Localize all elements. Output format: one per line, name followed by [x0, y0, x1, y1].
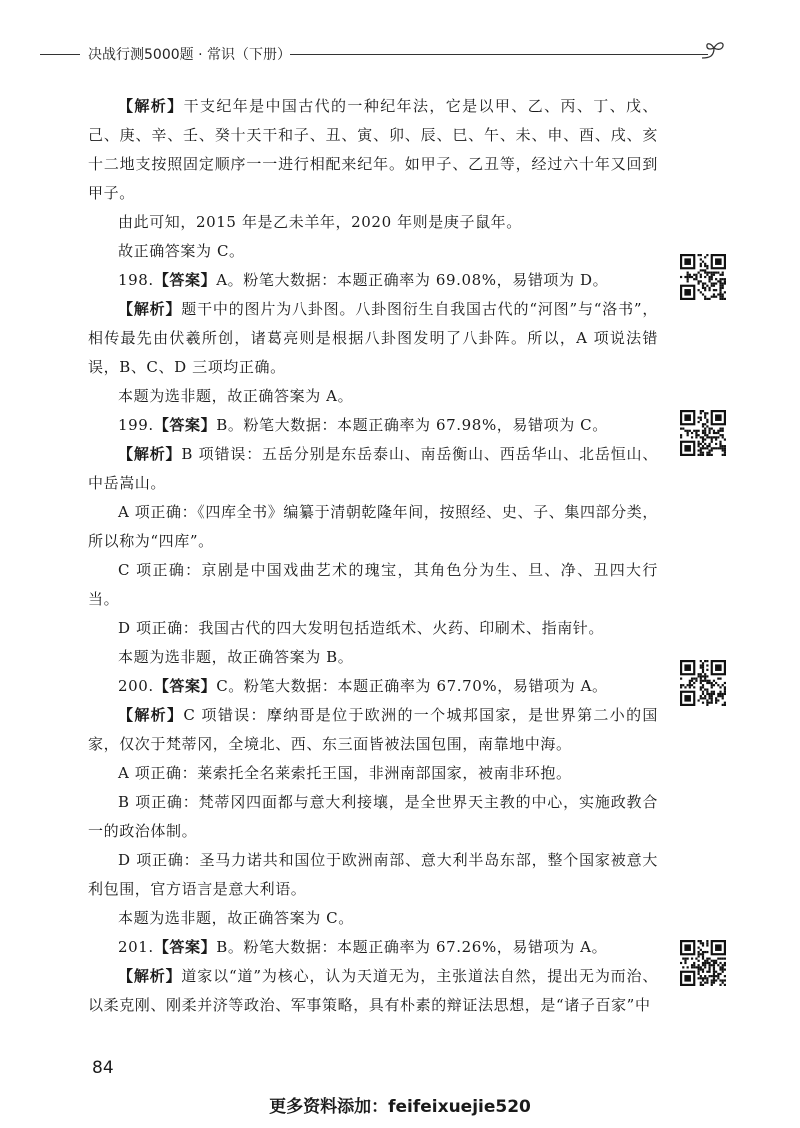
answer-label: 【答案】 — [153, 416, 217, 434]
analysis-label: 【解析】 — [118, 445, 182, 463]
paragraph-197-answer — [88, 237, 658, 266]
analysis-label: 【解析】 — [118, 97, 184, 115]
paragraph-199-option-c — [88, 556, 658, 614]
paragraph-text: A。粉笔大数据：本题正确率为 69.08%，易错项为 D。 — [216, 271, 609, 289]
paragraph-text: 题干中的图片为八卦图。八卦图衍生自我国古代的“河图”与“洛书”，相传最先由伏羲所创，诸葛亮则是根据八卦图发明了八卦阵。所以，A 项说法错误，B、C、D 三项均正确。 — [88, 300, 658, 376]
analysis-label: 【解析】 — [118, 967, 182, 985]
qr-code-198[interactable] — [680, 254, 726, 300]
answer-198 — [88, 266, 658, 295]
paragraph-199-option-a — [88, 498, 658, 556]
paragraph-text: 由此可知，2015 年是乙未羊年，2020 年则是庚子鼠年。 — [118, 213, 522, 231]
qr-code-200[interactable] — [680, 660, 726, 706]
question-number: 200. — [118, 677, 154, 695]
paragraph-text: 干支纪年是中国古代的一种纪年法，它是以甲、乙、丙、丁、戊、己、庚、辛、壬、癸十天干和子、丑、寅、卯、辰、巳、午、未、申、酉、戌、亥十二地支按照固定顺序一一进行相配来纪年。如甲子、乙丑等，经过六十年又回到甲子。 — [88, 97, 659, 202]
answer-199 — [88, 411, 658, 440]
paragraph-200-option-a — [88, 759, 658, 788]
question-number: 199. — [118, 416, 154, 434]
paragraph-text: B。粉笔大数据：本题正确率为 67.26%，易错项为 A。 — [216, 938, 608, 956]
paragraph-199-analysis — [88, 440, 658, 498]
paragraph-text: B 项错误：五岳分别是东岳泰山、南岳衡山、西岳华山、北岳恒山、中岳嵩山。 — [88, 445, 658, 492]
qr-code-199[interactable] — [680, 410, 726, 456]
paragraph-text: 本题为选非题，故正确答案为 C。 — [118, 909, 354, 927]
question-number: 198. — [118, 271, 154, 289]
analysis-label: 【解析】 — [118, 706, 184, 724]
paragraph-text: C 项正确：京剧是中国戏曲艺术的瑰宝，其角色分为生、旦、净、丑四大行当。 — [88, 561, 658, 608]
answer-200 — [88, 672, 658, 701]
paragraph-200-analysis — [88, 701, 658, 759]
header-rule-left — [40, 54, 80, 55]
paragraph-text: 本题为选非题，故正确答案为 A。 — [118, 387, 354, 405]
answer-label: 【答案】 — [153, 677, 217, 695]
paragraph-text: 本题为选非题，故正确答案为 B。 — [118, 648, 354, 666]
qr-code-201[interactable] — [680, 940, 726, 986]
analysis-label: 【解析】 — [118, 300, 182, 318]
paragraph-200-answer — [88, 904, 658, 933]
answer-201 — [88, 933, 658, 962]
footer-note: 更多资料添加：feifeixuejie520 — [269, 1097, 531, 1117]
paragraph-text: B。粉笔大数据：本题正确率为 67.98%，易错项为 C。 — [216, 416, 608, 434]
paragraph-199-option-d — [88, 614, 658, 643]
paragraph-198-answer — [88, 382, 658, 411]
paragraph-text: D 项正确：我国古代的四大发明包括造纸术、火药、印刷术、指南针。 — [118, 619, 604, 637]
paragraph-197-conclusion — [88, 208, 658, 237]
paragraph-text: A 项正确：《四库全书》编纂于清朝乾隆年间，按照经、史、子、集四部分类，所以称为“四库”。 — [88, 503, 658, 550]
page-number: 84 — [92, 1058, 114, 1078]
answer-explanations — [88, 92, 658, 1020]
paragraph-200-option-d — [88, 846, 658, 904]
paragraph-199-answer — [88, 643, 658, 672]
paragraph-197-analysis — [88, 92, 658, 208]
paragraph-200-option-b — [88, 788, 658, 846]
paragraph-201-analysis — [88, 962, 658, 1020]
answer-label: 【答案】 — [153, 271, 217, 289]
running-header — [0, 36, 800, 66]
paragraph-text: A 项正确：莱索托全名莱索托王国，非洲南部国家，被南非环抱。 — [118, 764, 572, 782]
paragraph-text: D 项正确：圣马力诺共和国位于欧洲南部、意大利半岛东部，整个国家被意大利包围，官方语言是意大利语。 — [88, 851, 658, 898]
sprout-icon — [700, 38, 728, 62]
book-title: 决战行测5000题 · 常识（下册） — [88, 47, 291, 63]
paragraph-text: C 项错误：摩纳哥是位于欧洲的一个城邦国家，是世界第二小的国家，仅次于梵蒂冈，全境北、西、东三面皆被法国包围，南靠地中海。 — [88, 706, 659, 753]
paragraph-text: 道家以“道”为核心，认为天道无为，主张道法自然，提出无为而治、以柔克刚、刚柔并济等政治、军事策略，具有朴素的辩证法思想，是“诸子百家”中 — [88, 967, 658, 1014]
qr-pattern — [680, 410, 726, 456]
qr-pattern — [680, 660, 726, 706]
header-rule-right — [290, 54, 708, 55]
paragraph-text: B 项正确：梵蒂冈四面都与意大利接壤，是全世界天主教的中心，实施政教合一的政治体制。 — [88, 793, 658, 840]
paragraph-text: C。粉笔大数据：本题正确率为 67.70%，易错项为 A。 — [216, 677, 608, 695]
qr-pattern — [680, 254, 726, 300]
paragraph-text: 故正确答案为 C。 — [118, 242, 245, 260]
question-number: 201. — [118, 938, 154, 956]
answer-label: 【答案】 — [153, 938, 217, 956]
qr-pattern — [680, 940, 726, 986]
paragraph-198-analysis — [88, 295, 658, 382]
